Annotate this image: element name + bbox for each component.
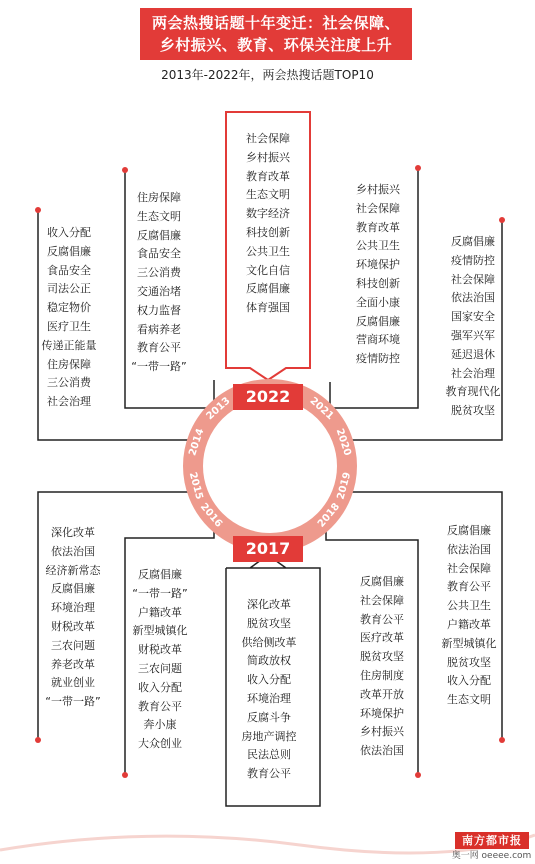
topic-item: 教育公平 bbox=[360, 612, 404, 626]
topic-item: 疫情防控 bbox=[451, 253, 495, 267]
topic-item: 传递正能量 bbox=[41, 338, 97, 352]
dot-2021 bbox=[415, 165, 421, 171]
dot-2020 bbox=[499, 217, 505, 223]
topic-item: 社会保障 bbox=[356, 201, 400, 215]
topic-item: 房地产调控 bbox=[241, 729, 297, 743]
dot-2018 bbox=[415, 772, 421, 778]
topic-list-2020 bbox=[434, 233, 512, 421]
topic-item: 医疗卫生 bbox=[47, 319, 91, 333]
topic-item: 医疗改革 bbox=[360, 631, 404, 645]
topic-item: 公共卫生 bbox=[447, 599, 491, 613]
topic-item: 公共卫生 bbox=[246, 244, 290, 258]
year-tag-2022: 2022 bbox=[233, 384, 303, 410]
topic-item: 环境保护 bbox=[356, 258, 400, 272]
topic-item: 住房保障 bbox=[137, 191, 181, 204]
topic-item: 国家安全 bbox=[451, 310, 495, 324]
topic-item: 教育改革 bbox=[356, 220, 400, 234]
topic-item: 反腐斗争 bbox=[247, 710, 291, 724]
timeline-ring-inner bbox=[204, 400, 336, 532]
topic-item: 脱贫攻坚 bbox=[247, 616, 291, 630]
ring-year-2018: 2018 bbox=[315, 501, 343, 530]
title-banner bbox=[140, 8, 412, 60]
topic-item: 依法治国 bbox=[451, 291, 495, 305]
topic-item: “一带一路” bbox=[131, 360, 187, 374]
title-line2: 乡村振兴、教育、环保关注度上升 bbox=[159, 36, 393, 54]
topic-item: 延迟退休 bbox=[451, 347, 495, 361]
topic-item: 户籍改革 bbox=[138, 605, 182, 619]
dot-2013 bbox=[122, 167, 128, 173]
topic-item: 食品安全 bbox=[47, 263, 91, 277]
topic-item: 深化改革 bbox=[51, 526, 95, 539]
topic-item: 反腐倡廉 bbox=[51, 582, 95, 596]
topic-list-2017 bbox=[232, 596, 306, 784]
ring-year-2014: 2014 bbox=[187, 427, 207, 458]
topic-list-2013 bbox=[128, 189, 190, 377]
topic-item: 乡村振兴 bbox=[356, 183, 400, 196]
topic-item: 反腐倡廉 bbox=[246, 282, 290, 296]
topic-item: 生态文明 bbox=[137, 209, 181, 223]
topic-item: 脱贫攻坚 bbox=[360, 650, 404, 664]
topic-item: 财税改革 bbox=[138, 643, 182, 657]
topic-item: 简政放权 bbox=[247, 654, 291, 668]
ring-year-2016: 2016 bbox=[197, 501, 225, 530]
topic-item: 户籍改革 bbox=[447, 617, 491, 631]
logo-subtext: 奥一网 oeeee.com bbox=[451, 851, 532, 861]
topic-item: 住房保障 bbox=[47, 357, 91, 371]
topic-item: 依法治国 bbox=[51, 544, 95, 558]
topic-item: 就业创业 bbox=[51, 676, 95, 690]
ring-year-2020: 2020 bbox=[333, 427, 353, 458]
topic-item: 社会保障 bbox=[360, 593, 404, 607]
ring-year-2013: 2013 bbox=[204, 395, 233, 423]
topic-item: 权力监督 bbox=[137, 303, 181, 317]
topic-item: 疫情防控 bbox=[356, 352, 400, 366]
ring-year-2015: 2015 bbox=[186, 471, 205, 501]
topic-item: 住房制度 bbox=[360, 668, 404, 682]
topic-item: 收入分配 bbox=[247, 673, 291, 687]
topic-list-2015 bbox=[40, 524, 106, 712]
topic-item: 看病养老 bbox=[137, 322, 181, 336]
topic-item: 反腐倡廉 bbox=[451, 235, 495, 248]
topic-list-2022 bbox=[232, 130, 304, 318]
topic-list-2019 bbox=[434, 522, 504, 710]
topic-item: “一带一路” bbox=[132, 586, 188, 600]
topic-item: 乡村振兴 bbox=[246, 150, 290, 164]
topic-item: 经济新常态 bbox=[45, 563, 101, 577]
topic-item: 公共卫生 bbox=[356, 239, 400, 253]
topic-list-2021 bbox=[342, 181, 414, 369]
topic-item: 民法总则 bbox=[247, 748, 291, 762]
topic-item: 反腐倡廉 bbox=[138, 568, 182, 581]
topic-item: 反腐倡廉 bbox=[356, 314, 400, 328]
dot-2019 bbox=[499, 737, 505, 743]
topic-item: 全面小康 bbox=[356, 295, 400, 309]
topic-item: 教育公平 bbox=[138, 699, 182, 713]
topic-item: 教育公平 bbox=[137, 341, 181, 355]
topic-item: 教育公平 bbox=[447, 580, 491, 594]
topic-item: 社会保障 bbox=[447, 561, 491, 575]
subtitle: 2013年-2022年，两会热搜话题TOP10 bbox=[161, 68, 374, 82]
topic-item: 科技创新 bbox=[356, 276, 400, 290]
ring-year-2021: 2021 bbox=[307, 395, 336, 423]
topic-item: 交通治堵 bbox=[137, 284, 181, 298]
topic-item: 收入分配 bbox=[47, 226, 91, 239]
topic-item: 收入分配 bbox=[138, 680, 182, 694]
topic-item: 三公消费 bbox=[137, 266, 181, 280]
ring-year-2019: 2019 bbox=[335, 471, 354, 501]
topic-item: 生态文明 bbox=[246, 188, 290, 202]
topic-item: 社会保障 bbox=[246, 132, 290, 145]
topic-item: 依法治国 bbox=[447, 542, 491, 556]
topic-item: 供给侧改革 bbox=[241, 635, 297, 649]
topic-item: 深化改革 bbox=[247, 598, 291, 611]
topic-item: 稳定物价 bbox=[47, 301, 91, 315]
topic-item: 脱贫攻坚 bbox=[451, 404, 495, 418]
topic-item: 财税改革 bbox=[51, 619, 95, 633]
year-tag-2017: 2017 bbox=[233, 536, 303, 562]
topic-item: 反腐倡廉 bbox=[47, 244, 91, 258]
topic-item: 司法公正 bbox=[47, 282, 91, 296]
topic-list-2018 bbox=[346, 573, 418, 761]
topic-item: 新型城镇化 bbox=[441, 636, 497, 650]
topic-item: 社会治理 bbox=[47, 395, 91, 409]
topic-item: “一带一路” bbox=[45, 695, 101, 709]
topic-item: 营商环境 bbox=[356, 333, 400, 347]
topic-item: 社会治理 bbox=[451, 366, 495, 380]
topic-item: 环境保护 bbox=[360, 706, 404, 720]
topic-item: 体育强国 bbox=[246, 301, 290, 315]
topic-item: 教育改革 bbox=[246, 169, 290, 183]
topic-item: 环境治理 bbox=[247, 691, 291, 705]
topic-item: 奔小康 bbox=[143, 718, 177, 732]
topic-item: 教育现代化 bbox=[445, 385, 501, 399]
topic-item: 养老改革 bbox=[51, 657, 95, 671]
newspaper-logo: 南方都市报 bbox=[455, 832, 529, 849]
topic-item: 大众创业 bbox=[138, 737, 182, 751]
topic-item: 收入分配 bbox=[447, 674, 491, 688]
topic-item: 脱贫攻坚 bbox=[447, 655, 491, 669]
topic-item: 反腐倡廉 bbox=[137, 228, 181, 242]
topic-item: 三公消费 bbox=[47, 376, 91, 390]
dot-2015 bbox=[35, 737, 41, 743]
topic-item: 反腐倡廉 bbox=[360, 575, 404, 588]
topic-item: 文化自信 bbox=[246, 263, 290, 277]
topic-list-2016 bbox=[124, 566, 196, 754]
dot-2014 bbox=[35, 207, 41, 213]
topic-item: 乡村振兴 bbox=[360, 725, 404, 739]
dot-2016 bbox=[122, 772, 128, 778]
topic-item: 科技创新 bbox=[246, 225, 290, 239]
topic-item: 数字经济 bbox=[246, 207, 290, 221]
topic-item: 教育公平 bbox=[247, 767, 291, 781]
topic-item: 环境治理 bbox=[51, 601, 95, 615]
topic-list-2014 bbox=[36, 224, 102, 412]
topic-item: 三农问题 bbox=[138, 661, 182, 675]
topic-item: 改革开放 bbox=[360, 687, 404, 701]
topic-item: 食品安全 bbox=[137, 247, 181, 261]
topic-item: 社会保障 bbox=[451, 272, 495, 286]
topic-item: 三农问题 bbox=[51, 638, 95, 652]
topic-item: 生态文明 bbox=[447, 693, 491, 707]
topic-item: 反腐倡廉 bbox=[447, 524, 491, 537]
topic-item: 强军兴军 bbox=[451, 328, 495, 342]
title-line1: 两会热搜话题十年变迁：社会保障、 bbox=[151, 14, 400, 32]
topic-item: 新型城镇化 bbox=[132, 624, 188, 638]
topic-item: 依法治国 bbox=[360, 744, 404, 758]
